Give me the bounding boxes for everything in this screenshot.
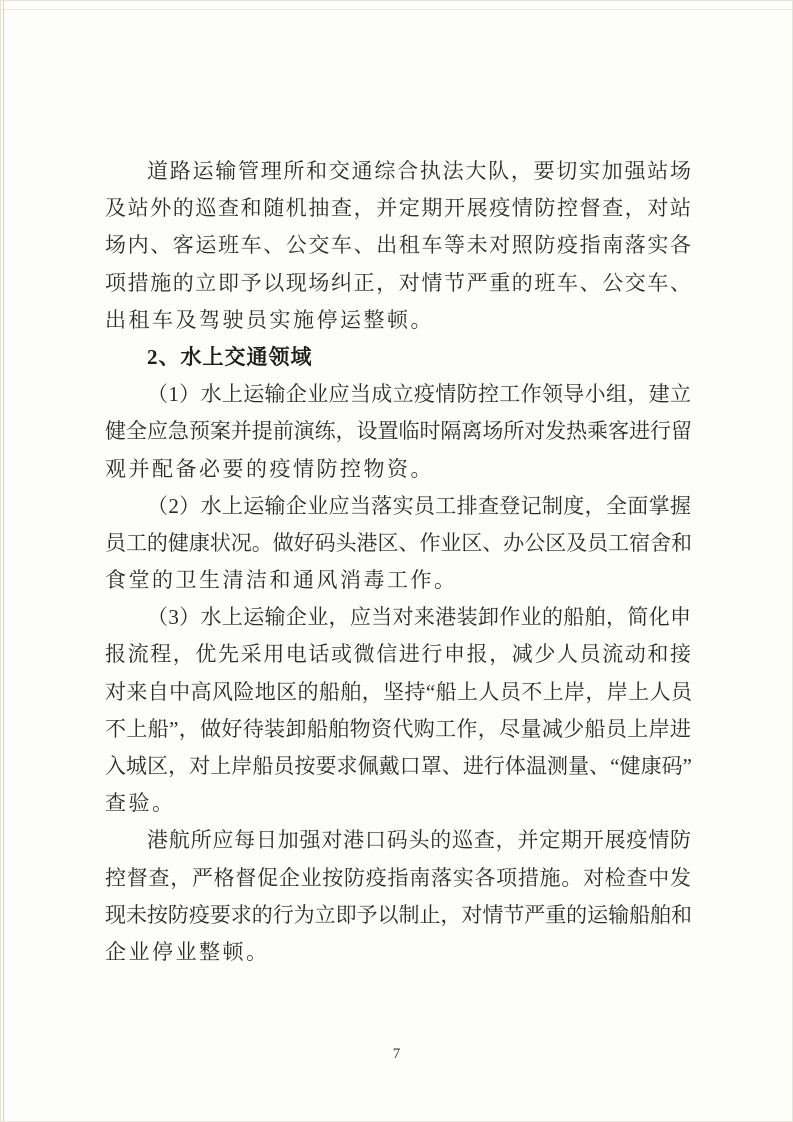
- text-line: 项措施的立即予以现场纠正，对情节严重的班车、公交车、: [105, 270, 691, 295]
- text-line: 食堂的卫生清洁和通风消毒工作。: [105, 568, 458, 593]
- text-line: 港航所应每日加强对港口码头的巡查，并定期开展疫情防: [147, 828, 691, 853]
- text-line: 查验。: [105, 791, 176, 816]
- section-heading-water-transport: 2、水上交通领域: [147, 344, 313, 369]
- page-number: 7: [392, 1046, 401, 1062]
- text-line: （3）水上运输企业，应当对来港装卸作业的船舶，简化申: [147, 605, 691, 630]
- text-line: 道路运输管理所和交通综合执法大队，要切实加强站场: [147, 159, 691, 183]
- scan-edge-top: [1, 9, 792, 10]
- text-line: 对来自中高风险地区的船舶，坚持“船上人员不上岸，岸上人员: [105, 679, 691, 704]
- text-line: 不上船”，做好待装卸船舶物资代购工作，尽量减少船员上岸进: [105, 716, 691, 741]
- paragraph-item-1: [105, 376, 691, 488]
- text-line: 场内、客运班车、公交车、出租车等未对照防疫指南落实各: [105, 233, 691, 258]
- text-line: 现未按防疫要求的行为立即予以制止，对情节严重的运输船舶和: [105, 902, 691, 927]
- text-line: 及站外的巡查和随机抽查，并定期开展疫情防控督查，对站: [105, 196, 691, 221]
- paragraph-road-transport: [105, 153, 691, 339]
- text-line: 员工的健康状况。做好码头港区、作业区、办公区及员工宿舍和: [105, 530, 691, 555]
- text-line: 控督查，严格督促企业按防疫指南落实各项措施。对检查中发: [105, 865, 691, 890]
- paragraph-port-authority: [105, 822, 691, 971]
- text-line: 企业停业整顿。: [105, 939, 270, 964]
- text-line: 健全应急预案并提前演练，设置临时隔离场所对发热乘客进行留: [105, 419, 691, 444]
- scan-edge-left: [3, 1, 4, 1121]
- text-line: 观并配备必要的疫情防控物资。: [105, 456, 434, 481]
- text-line: （1）水上运输企业应当成立疫情防控工作领导小组，建立: [147, 382, 691, 407]
- text-line: 报流程，优先采用电话或微信进行申报，减少人员流动和接: [105, 642, 691, 667]
- document-content: [105, 153, 691, 971]
- paragraph-item-2: [105, 488, 691, 600]
- paragraph-item-3: [105, 599, 691, 822]
- text-line: 出租车及驾驶员实施停运整顿。: [105, 307, 434, 332]
- text-line: 入城区，对上岸船员按要求佩戴口罩、进行体温测量、“健康码”: [105, 754, 691, 778]
- text-line: （2）水上运输企业应当落实员工排查登记制度，全面掌握: [147, 493, 691, 518]
